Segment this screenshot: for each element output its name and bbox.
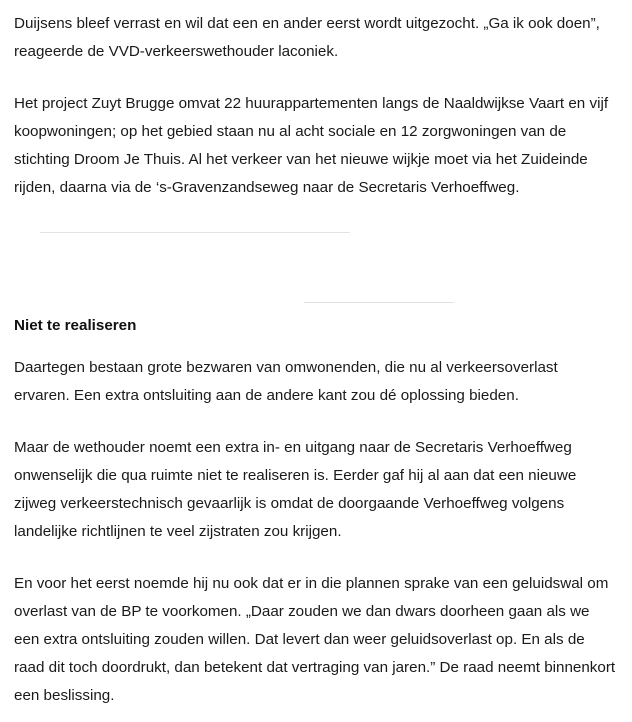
- article-paragraph: Daartegen bestaan grote bezwaren van omwonenden, die nu al verkeersoverlast ervaren. Een extra ontsluiting aan de andere kant zou dé oplossing bieden.: [14, 359, 558, 404]
- article-paragraph: En voor het eerst noemde hij nu ook dat er in die plannen sprake van een geluidswal om overlast van de BP te voorkomen. „Daar zouden we dan dwars doorheen gaan als we een extra ontsluiting zouden willen. Dat levert dan weer geluidsoverlast op. En als de raad dit toch doordrukt, dan betekent dat vertraging van jaren.” De raad neemt binnenkort een beslissing.: [14, 575, 616, 704]
- article-paragraph: Duijsens bleef verrast en wil dat een en ander eerst wordt uitgezocht. „Ga ik ook doen”, reageerde de VVD-verkeerswethouder laconiek.: [14, 15, 600, 60]
- divider-rule: [304, 302, 454, 303]
- article-paragraph: Het project Zuyt Brugge omvat 22 huurappartementen langs de Naaldwijkse Vaart en vijf koopwoningen; op het gebied staan nu al acht sociale en 12 zorgwoningen van de stichting Droom Je Thuis. Al het verkeer van het nieuwe wijkje moet via het Zuideinde rijden, daarna via de ‘s-Gravenzandseweg naar de Secretaris Verhoeffweg.: [14, 95, 609, 196]
- article-paragraph: Maar de wethouder noemt een extra in- en uitgang naar de Secretaris Verhoeffweg onwenselijk die qua ruimte niet te realiseren is. Eerder gaf hij al aan dat een nieuwe zijweg verkeerstechnisch gevaarlijk is omdat de doorgaande Verhoeffweg volgens landelijke richtlijnen te veel zijstraten zou krijgen.: [14, 439, 577, 540]
- divider-rule: [40, 232, 350, 233]
- section-subheading: Niet te realiseren: [14, 317, 137, 334]
- content-gap: [14, 224, 616, 310]
